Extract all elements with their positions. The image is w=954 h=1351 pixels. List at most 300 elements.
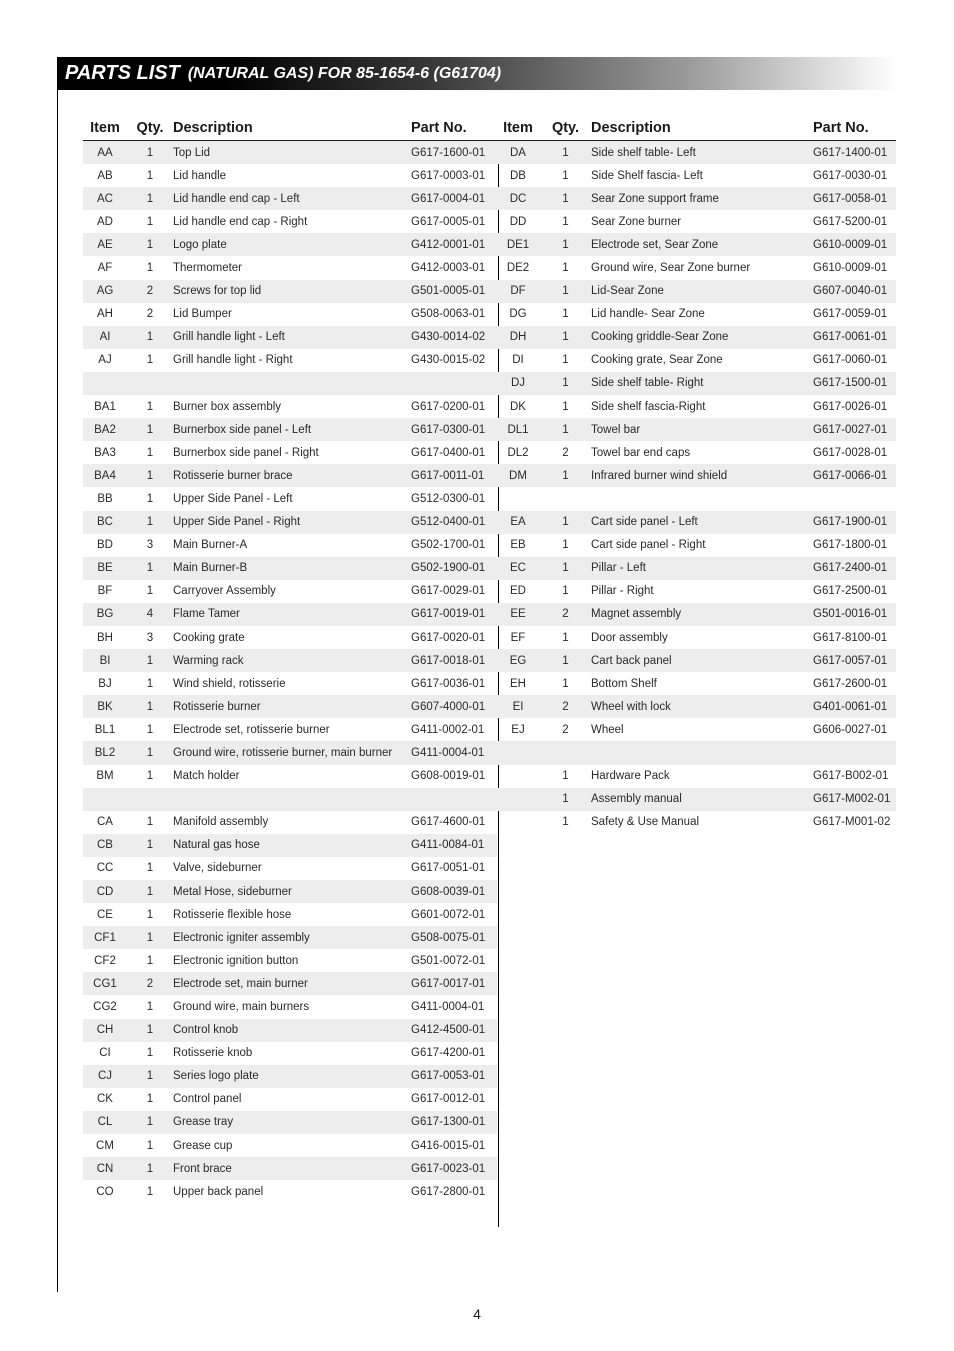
cell-qty: 1 — [127, 233, 173, 256]
cell-part-no: G401-0061-01 — [813, 695, 896, 718]
cell-part-no: G617-M002-01 — [813, 788, 896, 811]
cell-description: Match holder — [173, 770, 240, 783]
cell-description: Carryover Assembly — [173, 585, 276, 598]
cell-item: CD — [83, 880, 127, 903]
table-row — [83, 464, 497, 487]
cell-item — [83, 372, 127, 395]
cell-description: Sear Zone support frame — [591, 187, 813, 210]
table-row — [496, 649, 896, 672]
cell-description: Infrared burner wind shield — [591, 464, 813, 487]
cell-qty: 1 — [146, 585, 154, 598]
table-row — [83, 418, 497, 441]
cell-qty: 1 — [540, 326, 591, 349]
table-row — [83, 395, 497, 418]
cell-description: Series logo plate — [173, 1065, 411, 1088]
cell-part-no: G501-0072-01 — [411, 954, 486, 967]
table-row — [83, 718, 497, 741]
table-row — [496, 210, 896, 233]
cell-part-no: G508-0063-01 — [411, 308, 486, 321]
cell-qty: 1 — [127, 926, 173, 949]
table-row — [83, 741, 497, 764]
table-row — [496, 418, 896, 441]
column-header-qty: Qty. — [540, 116, 591, 141]
cell-item: AH — [97, 308, 113, 321]
cell-item — [83, 788, 127, 811]
cell-qty: 1 — [146, 723, 154, 736]
cell-part-no: G411-0004-01 — [411, 741, 497, 764]
cell-description: Door assembly — [591, 631, 668, 644]
cell-qty: 3 — [146, 631, 154, 644]
cell-qty: 1 — [146, 954, 154, 967]
column-header-description: Description — [591, 116, 813, 141]
cell-part-no: G416-0015-01 — [411, 1139, 486, 1152]
cell-qty — [540, 741, 591, 764]
table-row — [83, 788, 497, 811]
cell-item: DA — [496, 141, 540, 165]
cell-qty: 1 — [562, 677, 569, 690]
table-row — [496, 626, 896, 649]
table-row — [496, 303, 896, 326]
cell-item: AD — [97, 215, 113, 228]
cell-part-no: G617-0030-01 — [813, 169, 888, 182]
cell-description: Ground wire, rotisserie burner, main burner — [173, 741, 411, 764]
cell-qty: 2 — [540, 695, 591, 718]
cell-item: BH — [97, 631, 113, 644]
cell-part-no — [411, 372, 497, 395]
cell-description: Top Lid — [173, 141, 411, 165]
cell-item: CI — [99, 1047, 111, 1060]
cell-description: Safety & Use Manual — [591, 816, 700, 829]
cell-part-no: G617-0004-01 — [411, 187, 497, 210]
cell-qty: 1 — [562, 354, 569, 367]
table-row — [83, 557, 497, 580]
cell-qty: 1 — [127, 649, 173, 672]
table-row — [83, 534, 497, 557]
table-row — [83, 880, 497, 903]
table-row — [496, 672, 896, 695]
table-row — [496, 511, 896, 534]
cell-item: CK — [97, 1093, 113, 1106]
cell-part-no: G617-2800-01 — [411, 1185, 486, 1198]
cell-qty: 1 — [127, 187, 173, 210]
cell-item: AI — [83, 326, 127, 349]
cell-qty: 1 — [540, 141, 591, 165]
cell-item: CM — [96, 1139, 114, 1152]
table-row — [496, 256, 896, 279]
cell-qty: 1 — [127, 511, 173, 534]
cell-item: EI — [496, 695, 540, 718]
table-row — [496, 164, 896, 187]
cell-item: DK — [510, 400, 526, 413]
cell-description: Rotisserie burner — [173, 695, 411, 718]
table-row — [83, 164, 497, 187]
cell-part-no: G617-1600-01 — [411, 141, 497, 165]
table-row — [496, 280, 896, 303]
cell-description: Electrode set, Sear Zone — [591, 233, 813, 256]
cell-part-no: G617-0060-01 — [813, 354, 888, 367]
cell-qty: 1 — [562, 169, 569, 182]
cell-item: AF — [97, 262, 113, 275]
cell-part-no: G617-0019-01 — [411, 603, 497, 626]
cell-part-no: G430-0015-02 — [411, 354, 486, 367]
cell-description: Lid handle end cap - Right — [173, 215, 308, 228]
cell-item: DH — [496, 326, 540, 349]
cell-description: Burner box assembly — [173, 400, 282, 413]
cell-part-no — [411, 788, 497, 811]
cell-part-no: G617-0400-01 — [411, 446, 486, 459]
cell-description: Towel bar — [591, 418, 813, 441]
cell-item — [496, 741, 540, 764]
cell-qty: 1 — [146, 400, 154, 413]
cell-description: Upper Side Panel - Right — [173, 511, 411, 534]
cell-description: Towel bar end caps — [591, 446, 691, 459]
cell-item: AB — [97, 169, 113, 182]
cell-description: Cooking grate, Sear Zone — [591, 354, 723, 367]
cell-description: Bottom Shelf — [591, 677, 657, 690]
table-row — [496, 603, 896, 626]
cell-qty: 1 — [146, 1185, 154, 1198]
cell-qty: 1 — [540, 187, 591, 210]
cell-description — [591, 741, 813, 764]
cell-description — [173, 372, 411, 395]
cell-item: CF1 — [83, 926, 127, 949]
cell-part-no: G512-0300-01 — [411, 492, 486, 505]
cell-qty: 1 — [127, 741, 173, 764]
cell-qty: 1 — [540, 280, 591, 303]
table-row — [83, 1180, 497, 1203]
table-row — [83, 1088, 497, 1111]
cell-qty: 1 — [146, 169, 154, 182]
table-row — [83, 487, 497, 510]
cell-qty: 1 — [562, 585, 569, 598]
title-banner — [57, 57, 897, 90]
cell-item: CN — [83, 1157, 127, 1180]
cell-item: CE — [97, 908, 113, 921]
table-row — [83, 233, 497, 256]
table-row — [496, 487, 896, 510]
cell-part-no: G412-4500-01 — [411, 1019, 497, 1042]
cell-item: CG2 — [93, 1001, 117, 1014]
cell-description: Cart back panel — [591, 649, 813, 672]
cell-part-no: G502-1700-01 — [411, 539, 486, 552]
cell-description: Rotisserie flexible hose — [173, 908, 292, 921]
parts-table-left — [83, 116, 497, 1203]
cell-item: DF — [496, 280, 540, 303]
cell-description: Electrode set, rotisserie burner — [173, 723, 330, 736]
column-header-description: Description — [173, 116, 411, 141]
table-row — [496, 741, 896, 764]
cell-qty: 1 — [127, 880, 173, 903]
table-row — [83, 303, 497, 326]
cell-qty: 1 — [146, 1093, 154, 1106]
cell-part-no: G411-0084-01 — [411, 834, 497, 857]
cell-qty: 1 — [146, 862, 154, 875]
cell-qty — [127, 372, 173, 395]
cell-description: Rotisserie burner brace — [173, 464, 411, 487]
cell-description: Grease cup — [173, 1139, 233, 1152]
cell-description: Lid-Sear Zone — [591, 280, 813, 303]
table-row — [83, 326, 497, 349]
cell-qty: 1 — [146, 1139, 154, 1152]
cell-item: AA — [83, 141, 127, 165]
cell-description: Upper back panel — [173, 1185, 264, 1198]
table-row — [496, 765, 896, 788]
cell-qty: 1 — [562, 262, 569, 275]
cell-description: Thermometer — [173, 262, 243, 275]
cell-part-no: G617-2500-01 — [813, 585, 888, 598]
cell-part-no: G617-4200-01 — [411, 1047, 486, 1060]
cell-qty: 1 — [146, 354, 154, 367]
table-row — [83, 903, 497, 926]
cell-qty: 1 — [127, 464, 173, 487]
cell-part-no: G617-0028-01 — [813, 446, 888, 459]
cell-qty: 1 — [540, 511, 591, 534]
page-title: PARTS LIST — [65, 62, 180, 84]
cell-part-no: G608-0039-01 — [411, 880, 497, 903]
table-row — [83, 1019, 497, 1042]
cell-item: DJ — [496, 372, 540, 395]
cell-part-no: G508-0075-01 — [411, 926, 497, 949]
cell-part-no: G617-0200-01 — [411, 400, 486, 413]
cell-description: Electronic igniter assembly — [173, 926, 411, 949]
cell-item: EF — [510, 631, 526, 644]
cell-qty: 1 — [540, 233, 591, 256]
table-row — [83, 210, 497, 233]
table-row — [83, 372, 497, 395]
cell-item: EA — [496, 511, 540, 534]
cell-description: Cooking griddle-Sear Zone — [591, 326, 813, 349]
cell-item: DE1 — [496, 233, 540, 256]
cell-part-no: G617-1800-01 — [813, 539, 888, 552]
cell-qty: 1 — [146, 446, 154, 459]
cell-item: BF — [97, 585, 113, 598]
cell-item: BA4 — [83, 464, 127, 487]
table-row — [496, 557, 896, 580]
table-row — [83, 187, 497, 210]
cell-item: BM — [96, 770, 114, 783]
cell-part-no — [813, 487, 896, 510]
cell-description: Side Shelf fascia- Left — [591, 169, 703, 182]
cell-qty: 1 — [146, 770, 154, 783]
table-row — [83, 995, 497, 1018]
cell-description: Hardware Pack — [591, 770, 670, 783]
cell-qty: 3 — [146, 539, 154, 552]
cell-qty: 1 — [540, 788, 591, 811]
table-row — [496, 788, 896, 811]
table-row — [83, 441, 497, 464]
cell-part-no: G617-0011-01 — [411, 464, 497, 487]
table-row — [83, 603, 497, 626]
cell-item: BC — [83, 511, 127, 534]
cell-item — [496, 811, 540, 834]
cell-part-no: G607-4000-01 — [411, 695, 497, 718]
table-row — [83, 649, 497, 672]
cell-description: Ground wire, main burners — [173, 1001, 310, 1014]
cell-description: Electronic ignition button — [173, 954, 299, 967]
cell-item: EE — [496, 603, 540, 626]
cell-qty: 1 — [127, 1019, 173, 1042]
cell-item: BJ — [98, 677, 112, 690]
table-row — [496, 441, 896, 464]
table-row — [496, 534, 896, 557]
cell-item: CJ — [83, 1065, 127, 1088]
cell-description: Screws for top lid — [173, 280, 411, 303]
cell-qty: 1 — [540, 418, 591, 441]
cell-description: Front brace — [173, 1157, 411, 1180]
cell-description: Wheel — [591, 723, 624, 736]
cell-description: Cart side panel - Right — [591, 539, 706, 552]
cell-item — [496, 765, 540, 788]
cell-item: BA3 — [94, 446, 116, 459]
cell-item: AE — [83, 233, 127, 256]
cell-part-no: G606-0027-01 — [813, 723, 888, 736]
column-header-item: Item — [496, 116, 540, 141]
cell-item: ED — [510, 585, 526, 598]
cell-part-no: G617-0057-01 — [813, 649, 896, 672]
cell-description: Main Burner-A — [173, 539, 248, 552]
cell-item — [496, 788, 540, 811]
cell-description: Upper Side Panel - Left — [173, 492, 293, 505]
cell-part-no: G617-0017-01 — [411, 972, 497, 995]
cell-description: Control knob — [173, 1019, 411, 1042]
cell-part-no: G411-0004-01 — [411, 1001, 485, 1014]
cell-description: Natural gas hose — [173, 834, 411, 857]
cell-part-no: G610-0009-01 — [813, 233, 896, 256]
cell-part-no — [813, 741, 896, 764]
cell-item: DL1 — [496, 418, 540, 441]
table-row — [496, 141, 896, 165]
table-row — [83, 672, 497, 695]
cell-qty: 1 — [146, 262, 154, 275]
table-row — [83, 972, 497, 995]
cell-description: Pillar - Left — [591, 557, 813, 580]
cell-part-no: G617-2600-01 — [813, 677, 888, 690]
cell-item: CG1 — [83, 972, 127, 995]
cell-description: Cart side panel - Left — [591, 511, 813, 534]
cell-part-no: G617-0053-01 — [411, 1065, 497, 1088]
cell-part-no: G617-1900-01 — [813, 511, 896, 534]
table-row — [83, 511, 497, 534]
cell-item: DC — [496, 187, 540, 210]
cell-description: Burnerbox side panel - Right — [173, 446, 319, 459]
cell-item: EG — [496, 649, 540, 672]
cell-part-no: G617-0003-01 — [411, 169, 486, 182]
cell-qty: 1 — [127, 695, 173, 718]
table-row — [496, 718, 896, 741]
cell-part-no: G512-0400-01 — [411, 511, 497, 534]
cell-item: BE — [83, 557, 127, 580]
cell-part-no: G617-M001-02 — [813, 816, 891, 829]
cell-qty: 1 — [146, 1047, 154, 1060]
table-header-row — [83, 116, 497, 141]
cell-part-no: G617-0027-01 — [813, 418, 896, 441]
cell-description: Wheel with lock — [591, 695, 813, 718]
cell-qty: 2 — [127, 280, 173, 303]
cell-description: Assembly manual — [591, 788, 813, 811]
cell-item: DB — [510, 169, 526, 182]
cell-description: Pillar - Right — [591, 585, 654, 598]
cell-item: BL1 — [94, 723, 116, 736]
cell-description: Lid handle — [173, 169, 227, 182]
cell-item: CO — [96, 1185, 114, 1198]
cell-part-no: G617-0051-01 — [411, 862, 486, 875]
table-row — [496, 695, 896, 718]
cell-qty: 1 — [127, 326, 173, 349]
cell-description: Flame Tamer — [173, 603, 411, 626]
cell-part-no: G617-0059-01 — [813, 308, 888, 321]
cell-qty: 1 — [127, 1111, 173, 1134]
cell-qty: 2 — [146, 308, 154, 321]
table-row — [83, 280, 497, 303]
cell-part-no: G617-0020-01 — [411, 631, 486, 644]
cell-part-no: G610-0009-01 — [813, 262, 888, 275]
cell-part-no: G617-5200-01 — [813, 215, 888, 228]
cell-item: EC — [496, 557, 540, 580]
cell-part-no: G617-8100-01 — [813, 631, 888, 644]
cell-part-no: G617-1500-01 — [813, 372, 896, 395]
cell-description: Grill handle light - Right — [173, 354, 293, 367]
cell-part-no: G617-2400-01 — [813, 557, 896, 580]
cell-part-no: G617-0018-01 — [411, 649, 497, 672]
table-row — [496, 464, 896, 487]
table-row — [496, 395, 896, 418]
table-row — [496, 349, 896, 372]
cell-qty: 1 — [127, 1157, 173, 1180]
cell-qty: 1 — [127, 557, 173, 580]
cell-item: DL2 — [507, 446, 529, 459]
cell-item: CF2 — [94, 954, 116, 967]
cell-part-no: G617-0061-01 — [813, 326, 896, 349]
cell-qty: 1 — [540, 464, 591, 487]
cell-qty: 1 — [146, 816, 154, 829]
cell-item: BG — [83, 603, 127, 626]
cell-description: Ground wire, Sear Zone burner — [591, 262, 751, 275]
cell-qty: 1 — [127, 1065, 173, 1088]
cell-part-no: G617-B002-01 — [813, 770, 889, 783]
table-row — [496, 372, 896, 395]
table-row — [496, 326, 896, 349]
cell-part-no: G617-0029-01 — [411, 585, 486, 598]
parts-table-right — [496, 116, 896, 834]
cell-qty: 1 — [146, 1001, 154, 1014]
cell-part-no: G608-0019-01 — [411, 770, 486, 783]
cell-description: Burnerbox side panel - Left — [173, 418, 411, 441]
cell-description: Rotisserie knob — [173, 1047, 253, 1060]
cell-qty — [127, 788, 173, 811]
cell-part-no: G617-0066-01 — [813, 464, 896, 487]
cell-qty: 1 — [127, 418, 173, 441]
cell-description: Electrode set, main burner — [173, 972, 411, 995]
cell-description: Side shelf table- Left — [591, 141, 813, 165]
table-row — [83, 1134, 497, 1157]
cell-description: Lid handle- Sear Zone — [591, 308, 705, 321]
table-row — [83, 1042, 497, 1065]
cell-qty: 1 — [540, 372, 591, 395]
table-row — [496, 811, 896, 834]
cell-description: Logo plate — [173, 233, 411, 256]
cell-description: Lid handle end cap - Left — [173, 187, 411, 210]
cell-qty: 2 — [540, 603, 591, 626]
cell-part-no: G617-0058-01 — [813, 187, 896, 210]
cell-description: Magnet assembly — [591, 603, 813, 626]
cell-item: BI — [83, 649, 127, 672]
cell-item: BD — [97, 539, 113, 552]
cell-part-no: G601-0072-01 — [411, 908, 486, 921]
table-row — [496, 580, 896, 603]
cell-qty: 1 — [562, 631, 569, 644]
cell-description: Side shelf table- Right — [591, 372, 813, 395]
table-row — [83, 349, 497, 372]
